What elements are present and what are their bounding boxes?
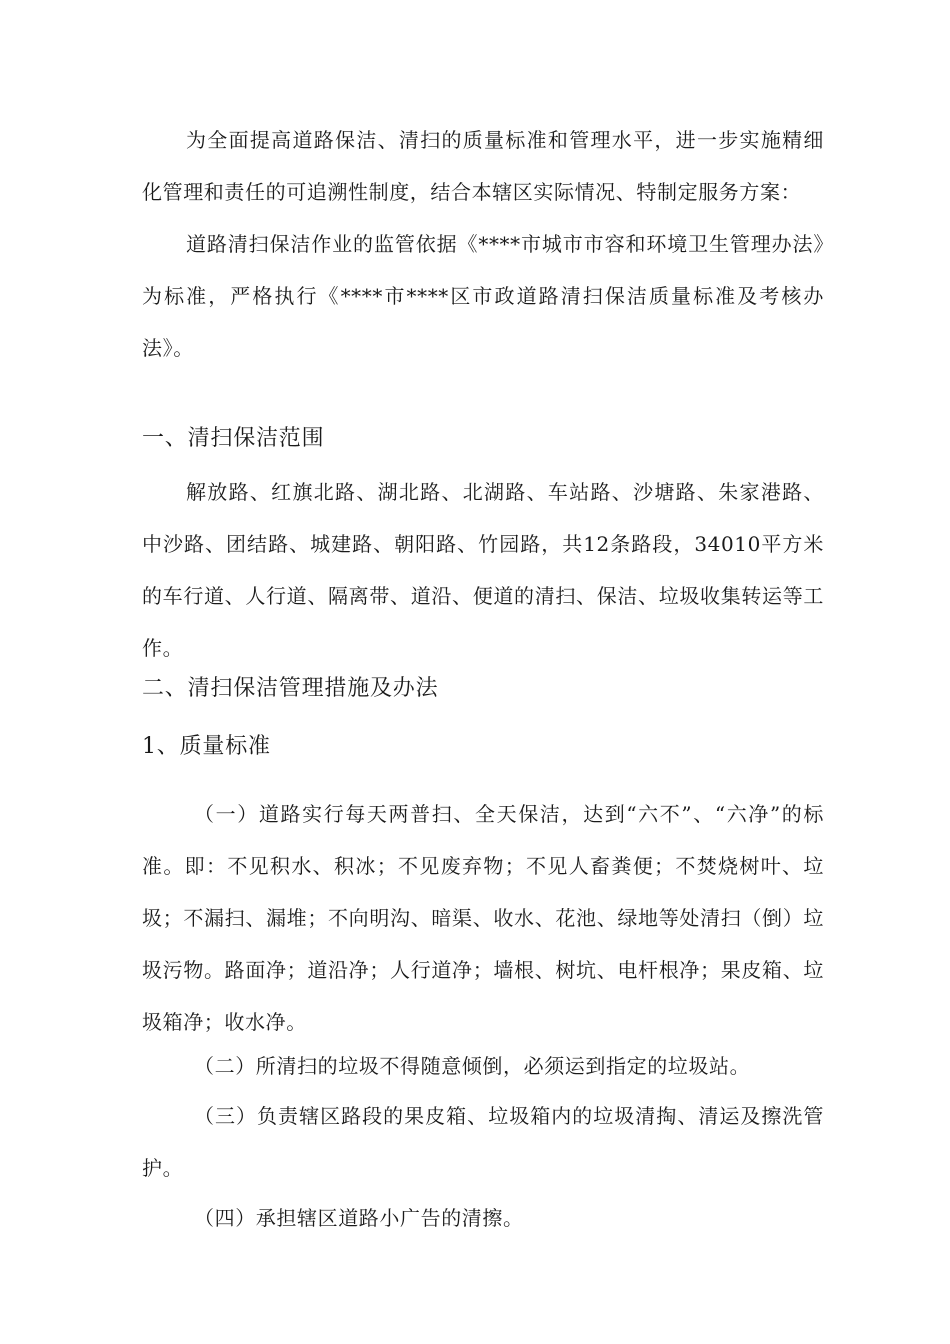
section-2-heading: 二、清扫保洁管理措施及办法 xyxy=(142,676,439,701)
intro-paragraph-2: 道路清扫保洁作业的监管依据《****市城市市容和环境卫生管理办法》为标准，严格执行《****市****区市政道路清扫保洁质量标准及考核办法》。 xyxy=(142,232,824,360)
standard-item-2: （二）所清扫的垃圾不得随意倾倒，必须运到指定的垃圾站。 xyxy=(194,1054,751,1078)
section-1-body: 解放路、红旗北路、湖北路、北湖路、车站路、沙塘路、朱家港路、中沙路、团结路、城建路、朝阳路、竹园路，共12条路段，34010平方米的车行道、人行道、隔离带、道沿、便道的清扫、保洁、垃圾收集转运等工作。 xyxy=(142,480,824,660)
standard-item-3: （三）负责辖区路段的果皮箱、垃圾箱内的垃圾清掏、清运及擦洗管护。 xyxy=(142,1104,824,1180)
section-2-subheading: 1、质量标准 xyxy=(142,734,271,759)
section-1-heading: 一、清扫保洁范围 xyxy=(142,426,325,451)
standard-item-1: （一）道路实行每天两普扫、全天保洁，达到“六不”、“六净”的标准。即：不见积水、积冰；不见废弃物；不见人畜粪便；不焚烧树叶、垃圾；不漏扫、漏堆；不向明沟、暗渠、收水、花池、绿地等处清扫（倒）垃圾污物。路面净；道沿净；人行道净；墙根、树坑、电杆根净；果皮箱、垃圾箱净；收水净。 xyxy=(142,802,824,1034)
intro-paragraph-1: 为全面提高道路保洁、清扫的质量标准和管理水平，进一步实施精细化管理和责任的可追溯性制度，结合本辖区实际情况、特制定服务方案： xyxy=(142,128,824,204)
standard-item-4: （四）承担辖区道路小广告的清擦。 xyxy=(194,1206,524,1230)
